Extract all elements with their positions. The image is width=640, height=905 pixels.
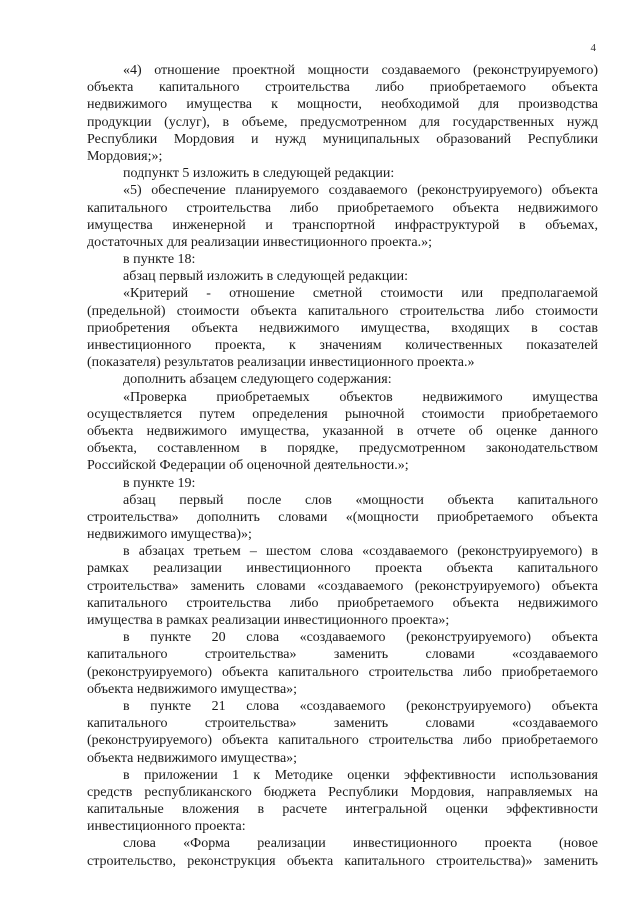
body-text [87, 62, 598, 870]
text-line: в приложении 1 к Методике оценки эффективности использования [123, 767, 598, 783]
text-line: объекта, составленном в порядке, предусмотренном законодательством [87, 441, 598, 457]
text-line: объекта недвижимого имущества, указанной в отчете об оценке данного [87, 423, 598, 439]
text-line: имущества в рамках реализации инвестиционного проекта»; [87, 613, 450, 628]
text-line: объекта недвижимого имущества»; [87, 750, 298, 766]
text-line: в пункте 20 слова «создаваемого (реконструируемого) объекта [123, 630, 598, 646]
text-line: подпункт 5 изложить в следующей редакции: [123, 166, 395, 182]
text-line: строительства» дополнить словами «(мощности приобретаемого объекта [87, 509, 598, 525]
text-line: рамках реализации инвестиционного проекта объекта капитального [87, 561, 598, 577]
text-line: «4) отношение проектной мощности создаваемого (реконструируемого) [123, 63, 598, 78]
text-line: капитального строительства либо приобретаемого объекта недвижимого [87, 200, 598, 216]
text-line: (предельной) стоимости объекта капитального строительства либо стоимости [87, 303, 598, 319]
text-line: абзац первый после слов «мощности объекта капитального [123, 492, 598, 508]
text-line: приобретения объекта недвижимого имущества, входящих в состав [87, 320, 598, 336]
text-line: дополнить абзацем следующего содержания: [123, 372, 392, 388]
text-line: слова «Форма реализации инвестиционного проекта (новое [123, 836, 598, 852]
text-line: недвижимого имущества к мощности, необходимой для производства [87, 97, 598, 113]
text-line: строительство, реконструкция объекта капитального строительства)» заменить [87, 853, 598, 869]
text-line: достаточных для реализации инвестиционного проекта.»; [87, 234, 432, 250]
text-line: имущества инженерной и транспортной инфраструктурой в объемах, [87, 217, 598, 233]
text-line: абзац первый изложить в следующей редакции: [123, 269, 409, 285]
text-line: «5) обеспечение планируемого создаваемого (реконструируемого) объекта [123, 183, 598, 199]
text-line: (показателя) результатов реализации инвестиционного проекта.» [87, 355, 475, 371]
text-line: объекта капитального строительства либо приобретаемого объекта [87, 80, 598, 96]
text-line: капитального строительства» заменить словами «создаваемого [87, 647, 598, 663]
text-line: средств республиканского бюджета Республики Мордовия, направляемых на [87, 784, 598, 800]
text-line: инвестиционного проекта: [87, 819, 246, 835]
text-line: капитальные вложения в расчете интегральной оценки эффективности [87, 802, 598, 818]
text-line: «Проверка приобретаемых объектов недвижимого имущества [123, 389, 598, 405]
text-line: недвижимого имущества)»; [87, 527, 252, 543]
text-line: капитального строительства либо приобретаемого объекта недвижимого [87, 595, 598, 611]
text-line: объекта недвижимого имущества»; [87, 681, 298, 697]
text-line: (реконструируемого) объекта капитального строительства либо приобретаемого [87, 733, 598, 749]
text-line: «Критерий - отношение сметной стоимости или предполагаемой [123, 286, 598, 302]
text-line: продукции (услуг), в объеме, предусмотренном для государственных нужд [87, 114, 598, 130]
text-line: капитального строительства» заменить словами «создаваемого [87, 716, 598, 732]
page-number: 4 [590, 42, 596, 54]
text-line: в пункте 19: [123, 475, 196, 491]
text-line: в пункте 21 слова «создаваемого (реконструируемого) объекта [123, 698, 598, 714]
text-line: инвестиционного проекта, к значениям количественных показателей [87, 338, 598, 353]
text-line: в пункте 18: [123, 252, 196, 268]
text-line: осуществляется путем определения рыночной стоимости приобретаемого [87, 406, 598, 422]
text-line: (реконструируемого) объекта капитального строительства либо приобретаемого [87, 664, 598, 680]
text-line: Российской Федерации об оценочной деятельности.»; [87, 458, 409, 474]
text-line: в абзацах третьем – шестом слова «создаваемого (реконструируемого) в [123, 544, 598, 560]
text-line: Республики Мордовия и нужд муниципальных образований Республики [87, 131, 598, 147]
text-line: строительства» заменить словами «создаваемого (реконструируемого) объекта [87, 578, 598, 594]
text-line: Мордовия;»; [87, 148, 163, 164]
